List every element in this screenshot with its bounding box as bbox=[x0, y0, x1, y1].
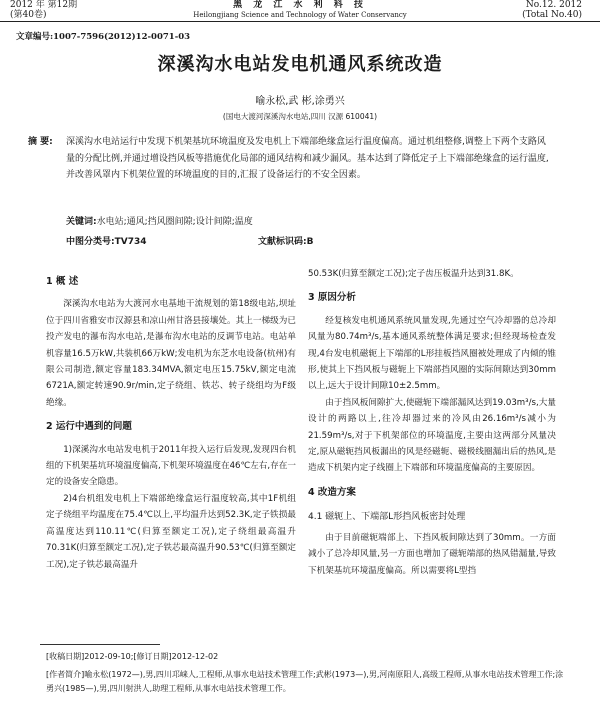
paragraph: 由于目前磁轭端部上、下挡风板间隙达到了30mm。一方面减小了总冷却风量,另一方面也增加了磁轭端部的热风错漏量,导致下机架基坑环境温度偏高。所以需要将L型挡 bbox=[308, 532, 556, 576]
document-code: 文献标识码:B bbox=[258, 237, 314, 247]
header-volume: No.12. 2012 (Total No.40) bbox=[522, 0, 582, 20]
footnote-author-bio: [作者简介]喻永松(1972—),男,四川邛崃人,工程师,从事水电站技术管理工作;武彬(1973—),男,河南原阳人,高级工程师,从事水电站技术管理工作;涂勇兴(1985—),男,四川射洪人,助理工程师,从事水电站技术管理工作。 bbox=[46, 670, 564, 693]
left-column bbox=[46, 266, 296, 573]
subsection-heading: 4.1 磁轭上、下端部L形挡风板密封处理 bbox=[308, 512, 466, 523]
paragraph: 深溪沟水电站为大渡河水电基地干流规划的第18级电站,坝址位于四川省雅安市汉源县和凉山州甘洛县接壤处。其上一梯级为已投产发电的瀑布沟水电站,是瀑布沟水电站的反调节电站。电站单机容量16.5万kW,共装机66万kW;发电机为东芝水电设备(杭州)有限公司制造,额定容量183.34MVA,额定电压15.75kV,额定电流6721A,额定转速90.9r/min,定子绕组、铁芯、转子绕组均为F级绝缘。 bbox=[46, 299, 296, 408]
keywords bbox=[66, 214, 552, 227]
paragraph: 由于挡风板间隙扩大,使磁轭下端部漏风达到19.03m³/s,大量设计的两路以上,往冷却器过来的冷风由26.16m³/s减小为21.59m³/s,对于下机架部位的环境温度,主要由这两部分风量决定,原从磁轭挡风板漏出的风是经磁轭、磁极线圈漏出后的热风,是造成下机架内定子线圈上下端部和环境温度偏高的主要原因。 bbox=[308, 397, 556, 474]
header-journal-name: 黑 龙 江 水 利 科 技 Heilongjiang Science and Technology of Water Conservancy bbox=[193, 0, 407, 19]
abstract-text: 深溪沟水电站运行中发现下机架基坑环境温度及发电机上下端部绝缘盒运行温度偏高。通过机组整修,调整上下两个支路风量的分配比例,并通过增设挡风板等措施优化局部的通风结构和减少漏风。基本达到了降低定子上下端部绝缘盒的运行温度,并改善风罩内下机架位置的环境温度的目的,汇报了设备运行的不安全因素。 bbox=[66, 137, 549, 180]
section-heading: 2 运行中遇到的问题 bbox=[46, 421, 132, 433]
footnote-rule bbox=[40, 644, 160, 645]
paragraph: 50.53K(归算至额定工况);定子齿压板温升达到31.8K。 bbox=[308, 269, 519, 279]
authors: 喻永松,武 彬,涂勇兴 bbox=[255, 96, 345, 107]
section-heading: 4 改造方案 bbox=[308, 486, 356, 498]
journal-header bbox=[0, 0, 600, 22]
header-issue: 2012 年 第12期 (第40卷) bbox=[10, 0, 78, 20]
abstract bbox=[28, 134, 552, 184]
footnote-dates: [收稿日期]2012-09-10;[修订日期]2012-12-02 bbox=[46, 652, 219, 661]
section-heading: 1 概 述 bbox=[46, 276, 79, 287]
paragraph: 经复核发电机通风系统风量发现,先通过空气冷却器的总冷却风量为80.74m³/s,基本通风系统整体满足要求;但经现场检查发现,4台发电机磁轭上下端部的L形挂板挡风圈被处理成了内倾的锥形,使其上下挡风板与磁轭上下端部挡风圈的实际间隙达到30mm以上,远大于设计间隙10±2.5mm。 bbox=[308, 315, 556, 392]
keywords-label: 关键词: bbox=[66, 217, 97, 227]
paragraph: 2)4台机组发电机上下端部绝缘盒运行温度较高,其中1F机组定子绕组平均温度在75.4℃以上,平均温升达到52.3K,定子铁损最高温度达到110.11℃(归算至额定工况),定子绕组最高温升70.31K(归算至额定工况),定子铁芯最高温升90.53℃(归算至额定工况),定子铁芯最高温升 bbox=[46, 493, 296, 570]
clc-number: 中图分类号:TV734 bbox=[66, 237, 147, 247]
abstract-label: 摘 要: bbox=[28, 137, 53, 147]
section-heading: 3 原因分析 bbox=[308, 292, 356, 304]
affiliation: (国电大渡河深溪沟水电站,四川 汉源 610041) bbox=[222, 112, 378, 121]
paragraph: 1)深溪沟水电站发电机于2011年投入运行后发现,发现四台机组的下机架基坑环境温度偏高,下机架环境温度在46℃左右,存在一定的设备安全隐患。 bbox=[46, 444, 296, 488]
paper-title: 深溪沟水电站发电机通风系统改造 bbox=[157, 54, 443, 75]
article-number: 文章编号:1007-7596(2012)12-0071-03 bbox=[16, 32, 191, 42]
keywords-text: 水电站;通风;挡风圈间隙;设计间隙;温度 bbox=[96, 217, 253, 227]
right-column bbox=[308, 266, 556, 579]
